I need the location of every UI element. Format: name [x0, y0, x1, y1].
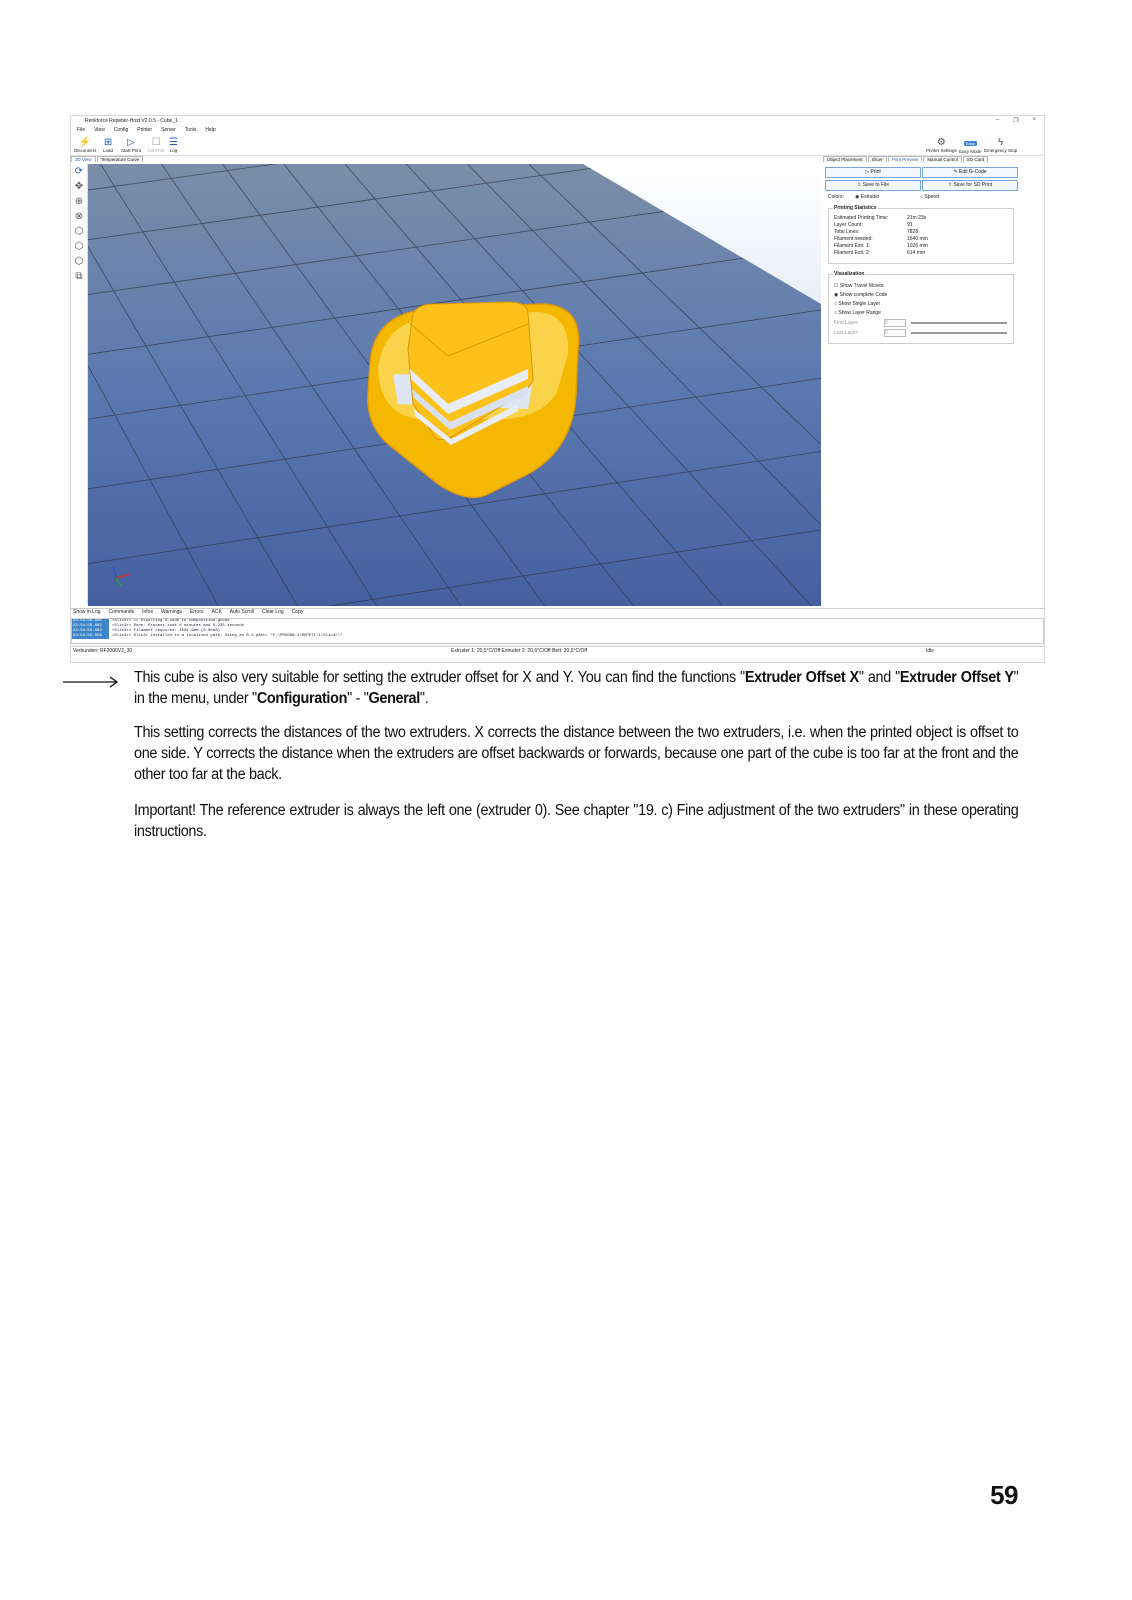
cube-side-icon[interactable]: ⬡ [74, 256, 84, 267]
log-message: <Slic3r> => Exporting G-code to composition.gcode [112, 619, 230, 623]
easy-badge-icon: Easy [965, 141, 975, 146]
title-bar [71, 116, 1044, 126]
tab-temperature-curve[interactable]: Temperature Curve [97, 156, 144, 162]
log-time: 23:54:56.880 [72, 619, 109, 624]
3d-view-canvas[interactable] [88, 164, 821, 606]
view-toolbar [71, 164, 88, 604]
log-time: 23:54:56.882 [72, 624, 109, 629]
colors-extruder-radio[interactable] [855, 194, 880, 200]
save-sd-button[interactable] [922, 180, 1018, 191]
disconnect-label: Disconnect [74, 148, 97, 153]
menu-printer[interactable]: Printer [137, 127, 152, 133]
load-icon: ⊞ [103, 137, 113, 148]
easy-mode-button[interactable] [959, 137, 982, 154]
load-label: Load [103, 148, 114, 153]
stat-value: 7828 [907, 229, 919, 235]
text-run: " and " [858, 669, 900, 686]
edit-icon: ✎ [953, 169, 960, 175]
log-errors-toggle[interactable]: Errors [189, 609, 204, 615]
show-single-layer-radio[interactable] [834, 301, 880, 307]
disconnect-button[interactable] [74, 137, 96, 153]
emergency-stop-button[interactable] [984, 137, 1017, 153]
stop-icon: ☐ [151, 137, 161, 148]
log-clear-button[interactable]: Clear Log [261, 609, 284, 615]
tab-print-preview[interactable]: Print Preview [888, 156, 923, 162]
edit-gcode-button[interactable] [922, 167, 1018, 178]
log-show-label: Show in Log [73, 609, 101, 615]
last-layer-slider[interactable] [911, 332, 1007, 334]
cube-top-icon[interactable]: ⬡ [74, 241, 84, 252]
cube-front-icon[interactable]: ⬡ [74, 226, 84, 237]
printer-settings-label: Printer Settings [926, 148, 957, 153]
maximize-button[interactable]: ❐ [1013, 118, 1019, 124]
option-label: Show complete Code [839, 292, 888, 298]
stat-value: 1026 mm [907, 243, 928, 249]
page-number: 59 [990, 1480, 1018, 1510]
menu-help[interactable]: Help [205, 127, 216, 133]
printing-statistics-title: Printing Statistics [834, 205, 877, 211]
plug-icon: ⚡ [78, 137, 92, 148]
tab-object-placement[interactable]: Object Placement [823, 156, 867, 162]
log-line [72, 634, 1043, 639]
colors-label: Colors: [828, 194, 844, 200]
tab-3d-view[interactable]: 3D View [71, 156, 96, 162]
log-message: <Slic3r> Slic3r installed in a localized path. Using an 8.3 path: "C:\PROGRA~1\REPETI~1\Slic3r\" [112, 634, 343, 638]
radio-checked-icon: ◉ [855, 194, 861, 200]
view-tabs [71, 156, 143, 162]
edit-gcode-label: Edit G-Code [959, 169, 987, 175]
radio-checked-icon: ◉ [834, 292, 840, 298]
play-icon: ▷ [127, 137, 135, 148]
close-button[interactable]: × [1032, 117, 1036, 123]
log-button[interactable] [169, 137, 178, 153]
tab-manual-control[interactable]: Manual Control [923, 156, 962, 162]
text-run: " - " [347, 690, 369, 707]
reset-view-icon[interactable]: ⊗ [74, 211, 84, 222]
gear-icon: ⚙ [936, 137, 946, 148]
right-panel [823, 156, 1045, 606]
kill-print-label: Kill Print [148, 148, 165, 153]
radio-icon: ○ [834, 310, 839, 316]
zoom-icon[interactable]: ⊕ [74, 196, 84, 207]
tab-slicer[interactable]: Slicer [868, 156, 887, 162]
visualization-title: Visualization [834, 271, 865, 277]
log-warnings-toggle[interactable]: Warnings [160, 609, 182, 615]
arrow-icon [63, 676, 119, 688]
radio-icon: ○ [920, 194, 925, 200]
option-label: Show Layer Range [838, 310, 881, 316]
last-layer-label: Last Layer: [834, 330, 859, 336]
paragraph-offset-functions [134, 667, 1018, 709]
paragraph-offset-explanation: This setting corrects the distances of the two extruders. X corrects the distance between the two extruders, i.e. when the printed object is offset to one side. Y corrects the distance when the extruders are offset backwards or forwards, because one part of the cube is too far at the front and the other too far at the back. [134, 724, 1019, 783]
visualization-group [828, 271, 1014, 344]
move-icon[interactable]: ✥ [74, 181, 84, 192]
printing-statistics-group [828, 205, 1014, 264]
stat-label: Estimated Printing Time: [834, 215, 889, 221]
kill-print-button[interactable] [148, 137, 165, 153]
first-layer-slider[interactable] [911, 322, 1007, 324]
save-sd-label: Save for SD Print [953, 182, 993, 188]
log-time: 23:54:56.882 [72, 629, 109, 634]
show-complete-code-radio[interactable] [834, 292, 887, 298]
easy-mode-label: Easy Mode [959, 149, 982, 154]
play-icon: ▷ [865, 169, 871, 175]
list-icon: ☰ [169, 137, 178, 148]
option-label: Show Travel Moves [839, 283, 884, 289]
print-button[interactable] [825, 167, 921, 178]
save-to-file-button[interactable] [825, 180, 921, 191]
start-print-button[interactable] [121, 137, 141, 153]
export-icon: ⇪ [857, 182, 863, 188]
software-screenshot [70, 115, 1045, 663]
radio-icon: ○ [834, 301, 839, 307]
menu-view[interactable]: View [94, 127, 105, 133]
option-label: Show Single Layer [838, 301, 881, 307]
stat-label: Layer Count: [834, 222, 863, 228]
save-to-file-label: Save to File [862, 182, 889, 188]
general-term: General [368, 690, 420, 707]
stat-value: 21m:23s [907, 215, 927, 221]
status-bar [71, 646, 1044, 655]
menu-config[interactable]: Config [113, 127, 129, 133]
checkbox-icon: ☐ [834, 283, 840, 289]
extruder-offset-x-term: Extruder Offset X [744, 669, 859, 686]
printer-settings-button[interactable] [926, 137, 957, 153]
load-button[interactable] [103, 137, 113, 153]
export-icon: ⇪ [947, 182, 954, 188]
status-idle: Idle [926, 648, 935, 654]
text-run: " in the menu, under " [134, 669, 1019, 707]
stat-label: Total Lines: [834, 229, 860, 235]
log-time: 23:54:56.856 [72, 634, 109, 639]
log-message: <Slic3r> Filament required: 1501.9mm (3.0cm3) [112, 629, 221, 633]
cube-iso-icon[interactable]: ⧉ [75, 271, 83, 282]
log-autoscroll-toggle[interactable]: Auto Scroll [229, 609, 254, 615]
log-label: Log [169, 148, 178, 153]
colors-speed-radio[interactable] [920, 194, 939, 200]
log-commands-toggle[interactable]: Commands [108, 609, 135, 615]
first-layer-input[interactable]: 0 [884, 319, 906, 327]
log-area[interactable] [71, 618, 1044, 644]
rotate-icon[interactable]: ⟳ [74, 166, 84, 177]
window-title: Renkforce Repetier-Host V2.0.5 - Cube_1 [85, 118, 178, 124]
stat-value: 91 [907, 222, 913, 228]
menu-bar [77, 127, 216, 133]
configuration-term: Configuration [256, 690, 348, 707]
first-layer-label: First Layer: [834, 320, 860, 326]
start-print-label: Start Print [121, 148, 142, 153]
emergency-stop-label: Emergency Stop [984, 148, 1018, 153]
stat-label: Filament needed: [834, 236, 873, 242]
colors-extruder-label: Extruder [860, 194, 880, 200]
show-travel-moves-checkbox[interactable] [834, 283, 884, 289]
log-message: <Slic3r> Done. Process took 0 minutes and 0.335 seconds [112, 624, 245, 628]
stat-label: Filament Extr. 2: [834, 250, 871, 256]
print-label: Print [870, 169, 881, 175]
menu-tools[interactable]: Tools [184, 127, 197, 133]
minimize-button[interactable]: – [995, 117, 1000, 123]
lightning-icon: ϟ [997, 137, 1004, 148]
menu-server[interactable]: Server [161, 127, 176, 133]
log-infos-toggle[interactable]: Infos [142, 609, 153, 615]
last-layer-input[interactable]: 0 [884, 329, 906, 337]
stat-value: 614 mm [907, 250, 926, 256]
colors-speed-label: Speed [924, 194, 939, 200]
toolbar [71, 135, 1044, 156]
show-layer-range-radio[interactable] [834, 310, 881, 316]
tab-sd-card[interactable]: SD Card [963, 156, 988, 162]
extruder-offset-y-term: Extruder Offset Y [899, 669, 1014, 686]
text-run: This cube is also very suitable for setting the extruder offset for X and Y. You can find the functions " [134, 669, 745, 686]
stat-value: 1640 mm [907, 236, 928, 242]
log-copy-button[interactable]: Copy [291, 609, 304, 615]
text-run: ". [419, 690, 429, 707]
log-toolbar [71, 608, 1045, 618]
status-connection: Verbunden: RF2000V2_30 [73, 648, 133, 654]
paragraph-reference-extruder: Important! The reference extruder is always the left one (extruder 0). See chapter "19. c) Fine adjustment of the two extruders" in these operating instructions. [134, 802, 1019, 840]
status-temperatures: Extruder 1: 20,5°C/Off Extruder 2: 20,6°C/Off Bett: 20,5°C/Off [451, 648, 588, 654]
stat-label: Filament Extr. 1: [834, 243, 871, 249]
log-ack-toggle[interactable]: ACK [211, 609, 222, 615]
menu-file[interactable]: File [77, 127, 86, 133]
